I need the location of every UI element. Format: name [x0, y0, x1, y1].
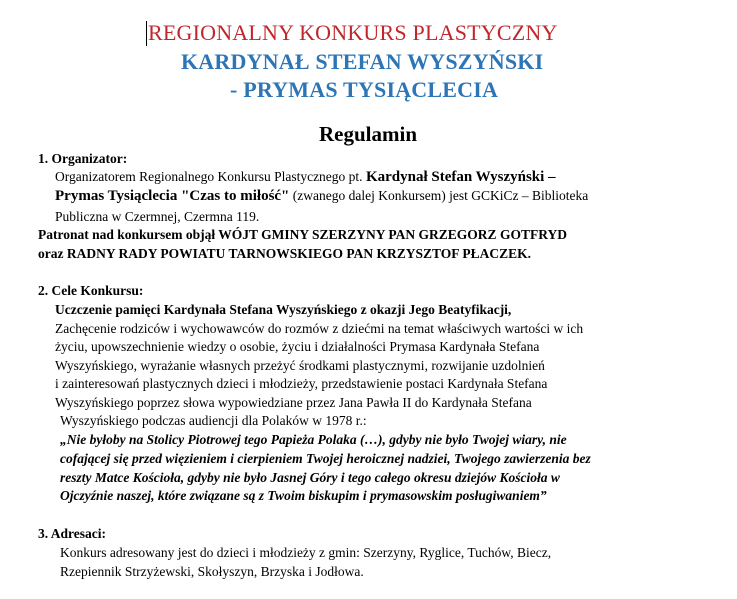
- section-2-quote-3: reszty Matce Kościoła, gdyby nie było Jasnej Góry i tego całego okresu dziejów Kościoła w: [60, 470, 560, 485]
- section-1-line-2-emph: Prymas Tysiąclecia "Czas to miłość": [55, 188, 290, 204]
- section-2-line-5: i zainteresowań plastycznych dzieci i młodzieży, przedstawienie postaci Kardynała Stefana: [55, 376, 548, 391]
- section-3-line-2: Rzepiennik Strzyżewski, Skołyszyn, Brzyska i Jodłowa.: [60, 564, 364, 579]
- section-3-title: 3. Adresaci:: [38, 526, 106, 541]
- section-2-line-6: Wyszyńskiego poprzez słowa wypowiedziane przez Jana Pawła II do Kardynała Stefana: [55, 395, 532, 410]
- section-1-line-2: [55, 188, 588, 205]
- section-1-line-4: Patronat nad konkursem objął WÓJT GMINY SZERZYNY PAN GRZEGORZ GOTFRYD: [38, 227, 567, 242]
- section-1-line-2-text: (zwanego dalej Konkursem) jest GCKiCz – Biblioteka: [292, 188, 589, 203]
- section-2-line-2: Zachęcenie rodziców i wychowawców do rozmów z dziećmi na temat właściwych wartości w ich: [55, 321, 584, 336]
- section-2-title: 2. Cele Konkursu:: [38, 283, 144, 298]
- section-2-quote-4: Ojczyźnie naszej, które związane są z Twoim biskupim i prymasowskim posługiwaniem”: [60, 488, 547, 503]
- section-3-line-1: Konkurs adresowany jest do dzieci i młodzieży z gmin: Szerzyny, Ryglice, Tuchów, Biecz,: [60, 545, 552, 560]
- section-2-line-4: Wyszyńskiego, wyrażanie własnych przeżyć środkami plastycznymi, rozwijanie uzdolnień: [55, 358, 545, 373]
- header-title-line2: KARDYNAŁ STEFAN WYSZYŃSKI: [181, 49, 544, 74]
- section-2-line-1: Uczczenie pamięci Kardynała Stefana Wyszyńskiego z okazji Jego Beatyfikacji,: [55, 302, 512, 317]
- section-1-title: 1. Organizator:: [38, 151, 128, 166]
- section-2-line-7: Wyszyńskiego podczas audiencji dla Polaków w 1978 r.:: [60, 413, 367, 428]
- section-1-line-5: oraz RADNY RADY POWIATU TARNOWSKIEGO PAN KRZYSZTOF PŁACZEK.: [38, 246, 532, 261]
- section-2-quote-1: „Nie byłoby na Stolicy Piotrowej tego Papieża Polaka (…), gdyby nie było Twojej wiary, nie: [60, 432, 567, 447]
- section-2-line-3: życiu, upowszechnienie wiedzy o osobie, życiu i działalności Prymasa Kardynała Stefana: [55, 339, 540, 354]
- page-heading: Regulamin: [319, 122, 418, 146]
- section-1-line-1-emph: Kardynał Stefan Wyszyński –: [365, 169, 556, 185]
- section-1-line-1-text: Organizatorem Regionalnego Konkursu Plastycznego pt.: [55, 169, 363, 184]
- section-1-line-1: [55, 169, 556, 186]
- text-cursor: [146, 21, 147, 46]
- header-title-line3: - PRYMAS TYSIĄCLECIA: [230, 77, 499, 102]
- header-title-line1: REGIONALNY KONKURS PLASTYCZNY: [148, 20, 558, 45]
- section-2-quote-2: cofającej się przed więzieniem i cierpieniem Twojej heroicznej nadziei, Twojego zawierzenia bez: [60, 451, 591, 466]
- section-1-line-3: Publiczna w Czermnej, Czermna 119.: [55, 209, 260, 224]
